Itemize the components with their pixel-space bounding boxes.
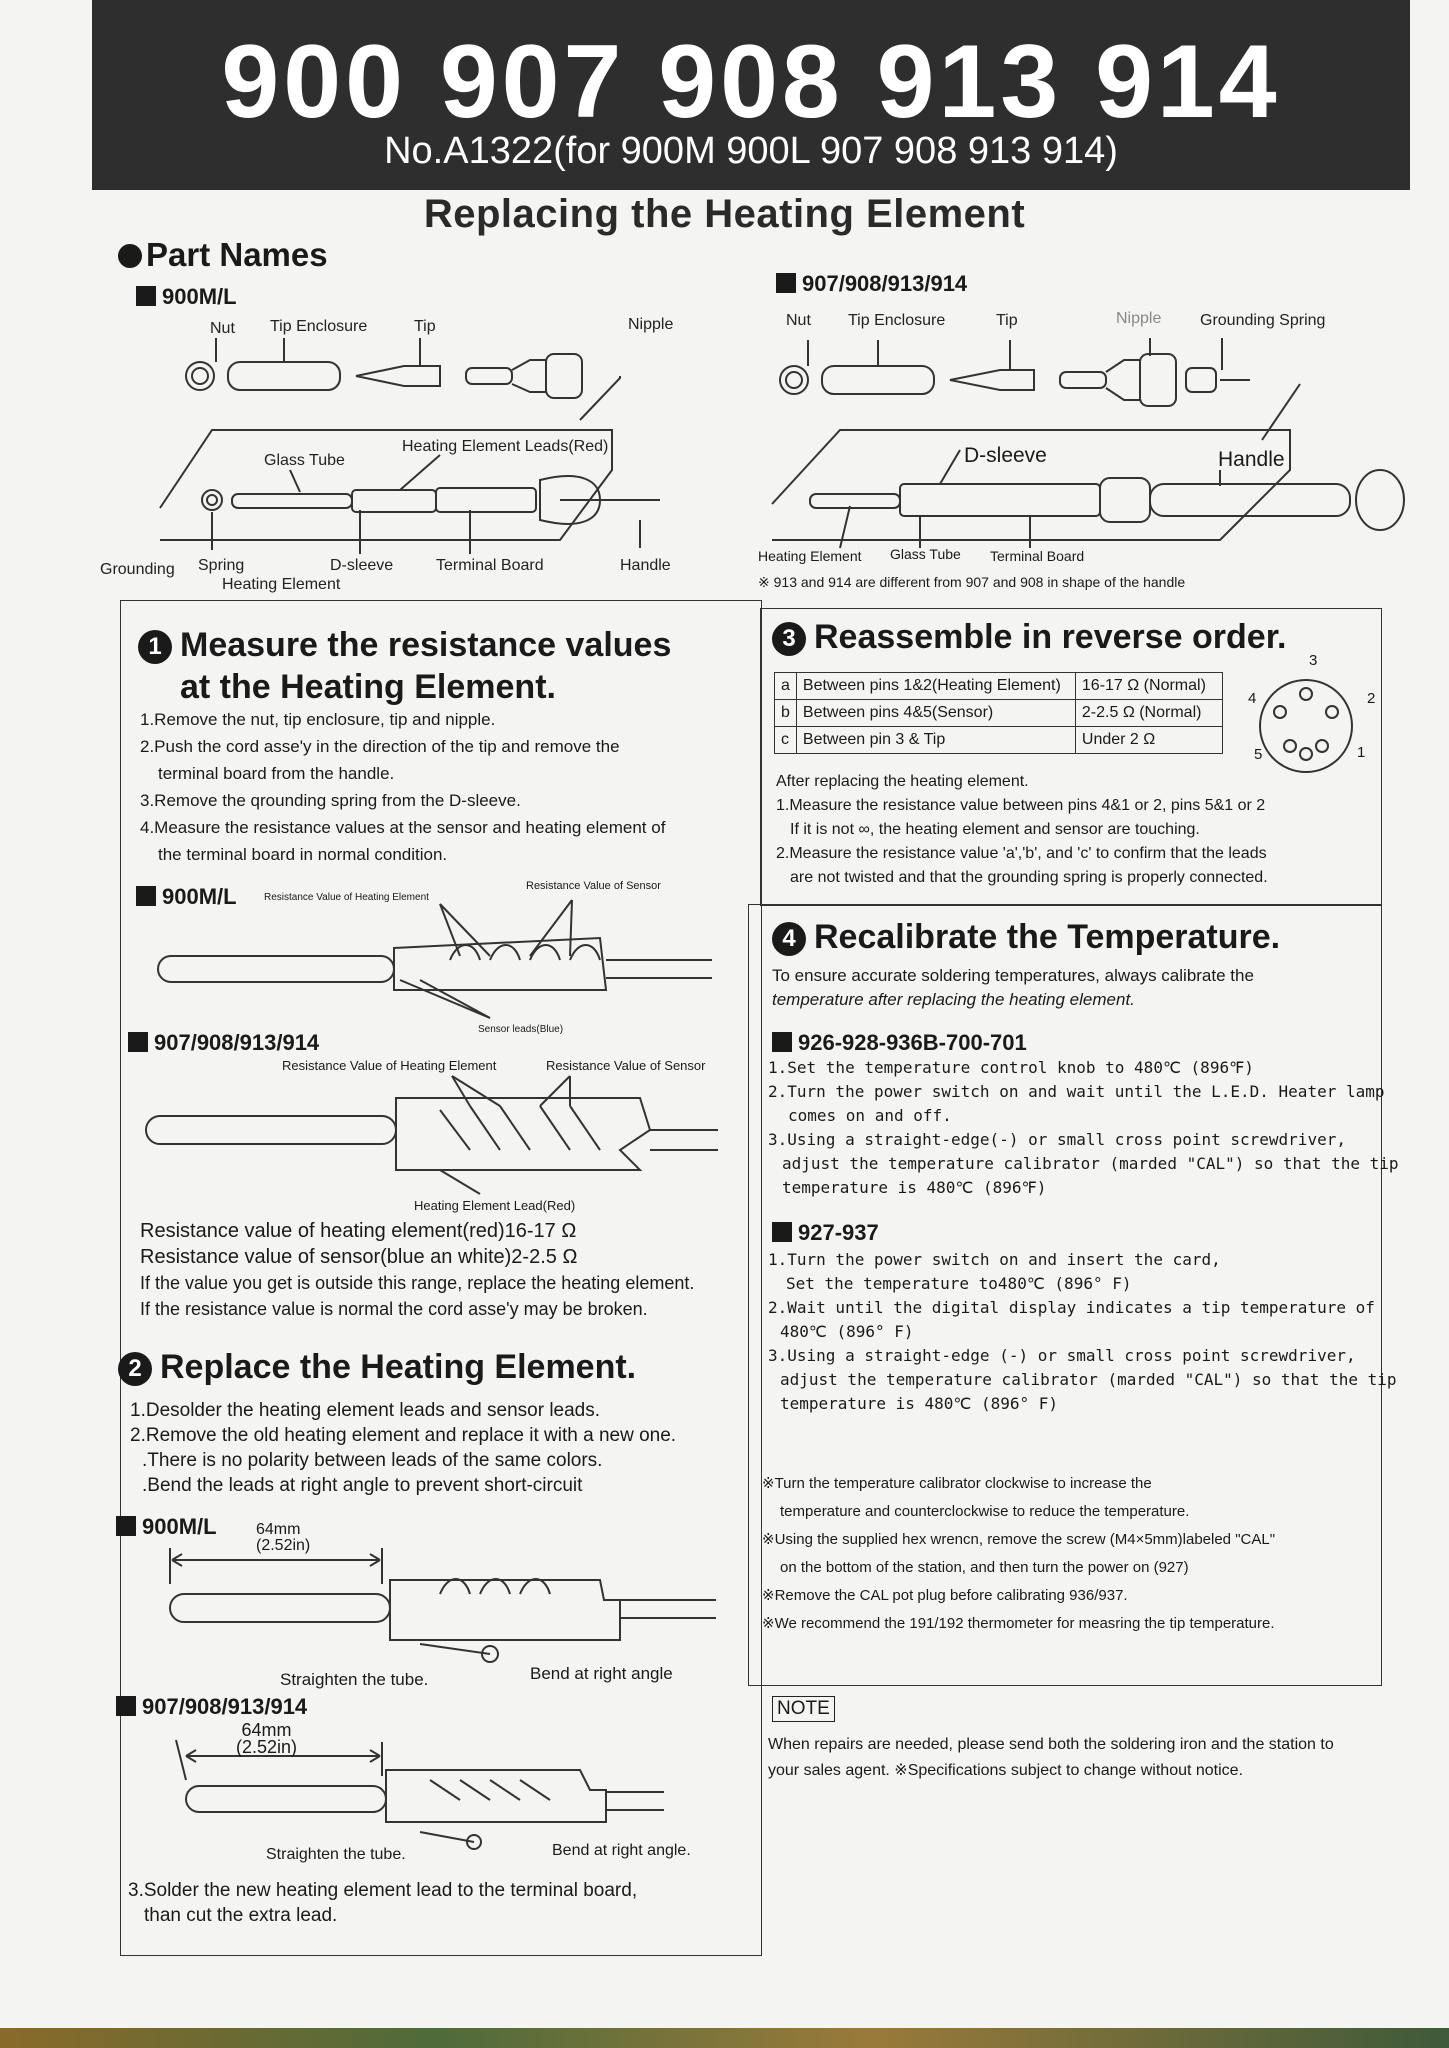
step2-instructions: [130, 1398, 676, 1498]
group-a-label: 926-928-936B-700-701: [772, 1030, 1027, 1056]
calibration-notes: ※Turn the temperature calibrator clockwise to increase the temperature and counterclockwise to reduce the temperature. ※Using the supplied hex wrencn, remove the screw (M4×5mm)labeled "CAL" on the bottom of the station, and then turn the power on (927) ※Remove the CAL pot plug before calibrating 936/937. ※We recommend the 191/192 thermometer for measring the tip temperature.: [762, 1475, 1276, 1632]
label-heating-element: Heating Element: [222, 576, 341, 593]
pin-label: 4: [1248, 690, 1257, 707]
bend-label-900: Bend at right angle: [530, 1664, 673, 1683]
square-bullet-icon: [772, 1222, 792, 1242]
step3-heading: 3 Reassemble in reverse order.: [772, 618, 1287, 657]
note-label: NOTE: [772, 1696, 835, 1722]
pin-label: 1: [1357, 744, 1366, 761]
dimension-907: 64mm (2.52in): [236, 1720, 298, 1757]
value-line: If the resistance value is normal the cord asse'y may be broken.: [140, 1299, 648, 1319]
instruction-line: 1.Remove the nut, tip enclosure, tip and nipple.: [140, 710, 496, 729]
instruction-line: the terminal board in normal condition.: [158, 845, 448, 864]
square-bullet-icon: [772, 1032, 792, 1052]
step1-907-label: 907/908/913/914: [128, 1030, 319, 1056]
group-a-steps: 1.Set the temperature control knob to 480℃ (896℉) 2.Turn the power switch on and wait until the L.E.D. Heater lamp comes on and off. 3.Using a straight-edge(-) or small cross point screwdriver, adjust the temperature calibrator (marded "CAL") so that the tip temperature is 480℃ (896℉): [768, 1058, 1399, 1197]
model-subtitle: No.A1322(for 900M 900L 907 908 913 914): [384, 130, 1118, 172]
value-line: If the value you get is outside this range, replace the heating element.: [140, 1273, 695, 1293]
step4-intro: To ensure accurate soldering temperatures, always calibrate the temperature after replacing the heating element.: [772, 966, 1254, 1009]
straighten-label-900: Straighten the tube.: [280, 1670, 429, 1689]
table-row: a Between pins 1&2(Heating Element) 16-17 Ω (Normal): [775, 673, 1223, 700]
group-b-steps: 1.Turn the power switch on and insert the card, Set the temperature to480℃ (896° F) 2.Wait until the digital display indicates a tip temperature of 480℃ (896° F) 3.Using a straight-edge (-) or small cross point screwdriver, adjust the temperature calibrator (marded "CAL") so that the tip temperature is 480℃ (896° F): [768, 1250, 1397, 1413]
label-handle-907: Handle: [1218, 448, 1285, 471]
label-leads-red: Heating Element Leads(Red): [402, 438, 609, 455]
instruction-line: 1.Desolder the heating element leads and sensor leads.: [130, 1400, 601, 1421]
label-tip-enclosure-907: Tip Enclosure: [848, 312, 946, 329]
instruction-line: 4.Measure the resistance values at the sensor and heating element of: [140, 818, 666, 837]
step3-instructions: After replacing the heating element. 1.Measure the resistance value between pins 4&1 or 2, pins 5&1 or 2 If it is not ∞, the heating element and sensor are touching. 2.Measure the resistance value 'a','b', and 'c' to confirm that the leads are not twisted and that the grounding spring is properly connected.: [776, 773, 1268, 886]
straighten-label-907: Straighten the tube.: [266, 1846, 406, 1863]
label-tip-907: Tip: [996, 312, 1018, 329]
part-900ml-label: 900M/L: [136, 284, 237, 310]
label-res-sensor-907: Resistance Value of Sensor: [546, 1058, 706, 1073]
label-glass-tube: Glass Tube: [264, 452, 345, 469]
label-glass-tube-907: Glass Tube: [890, 546, 961, 562]
label-nipple-907: Nipple: [1116, 310, 1162, 327]
instruction-line: 3.Remove the qrounding spring from the D-sleeve.: [140, 791, 521, 810]
label-res-sensor-900: Resistance Value of Sensor: [526, 880, 661, 892]
instruction-line: 2.Remove the old heating element and replace it with a new one.: [130, 1425, 677, 1446]
step-number-badge: 4: [772, 922, 806, 956]
pin-label: 2: [1367, 690, 1376, 707]
step1-heading: 1 Measure the resistance values: [138, 626, 671, 665]
label-tip: Tip: [414, 318, 436, 335]
label-nipple: Nipple: [628, 316, 674, 333]
label-handle: Handle: [620, 557, 671, 574]
step1-resistance-values: [140, 1218, 694, 1322]
label-terminal-board-907: Terminal Board: [990, 548, 1085, 564]
label-sensor-leads: Sensor leads(Blue): [478, 1024, 564, 1035]
label-grounding-spring-907: Grounding Spring: [1200, 312, 1326, 329]
group-b-label: 927-937: [772, 1220, 879, 1246]
square-bullet-icon: [116, 1516, 136, 1536]
table-row: c Between pin 3 & Tip Under 2 Ω: [775, 727, 1223, 754]
bend-label-907: Bend at right angle.: [552, 1842, 691, 1859]
label-nut: Nut: [210, 320, 235, 337]
note-text: When repairs are needed, please send both the soldering iron and the station to your sales agent. ※Specifications subject to change without notice.: [768, 1736, 1334, 1779]
label-tip-enclosure: Tip Enclosure: [270, 318, 368, 335]
pin-resistance-table: [774, 672, 1223, 754]
instruction-line: .Bend the leads at right angle to prevent short-circuit: [142, 1475, 583, 1496]
instruction-line: terminal board from the handle.: [158, 764, 395, 783]
part-names-heading: Part Names: [118, 236, 328, 274]
step1-heading-line2: at the Heating Element.: [180, 668, 556, 706]
model-numbers-title: 900 907 908 913 914: [221, 24, 1281, 140]
dimension-900: 64mm (2.52in): [256, 1521, 311, 1554]
label-res-heating-900: Resistance Value of Heating Element: [264, 892, 429, 903]
handle-shape-note: ※ 913 and 914 are different from 907 and 908 in shape of the handle: [758, 574, 1186, 590]
label-nut-907: Nut: [786, 312, 811, 329]
step2-900ml-label: 900M/L: [116, 1514, 217, 1540]
value-line: Resistance value of sensor(blue an white)2-2.5 Ω: [140, 1246, 578, 1268]
label-terminal-board: Terminal Board: [436, 557, 544, 574]
label-res-heating-907: Resistance Value of Heating Element: [282, 1058, 497, 1073]
step2-final-instruction: 3.Solder the new heating element lead to the terminal board, than cut the extra lead.: [128, 1880, 638, 1926]
label-d-sleeve-907: D-sleeve: [964, 444, 1047, 467]
instruction-line: .There is no polarity between leads of the same colors.: [142, 1450, 603, 1471]
instruction-line: 2.Push the cord asse'y in the direction of the tip and remove the: [140, 737, 620, 756]
step-number-badge: 2: [118, 1352, 152, 1386]
value-line: Resistance value of heating element(red)16-17 Ω: [140, 1220, 577, 1242]
label-grounding: Grounding: [100, 561, 175, 578]
label-spring: Spring: [198, 557, 245, 574]
pin-label: 3: [1309, 652, 1318, 669]
square-bullet-icon: [116, 1696, 136, 1716]
label-lead-red-907: Heating Element Lead(Red): [414, 1198, 576, 1213]
step1-900ml-label: 900M/L: [136, 884, 237, 910]
table-row: b Between pins 4&5(Sensor) 2-2.5 Ω (Normal): [775, 700, 1223, 727]
pin-label: 5: [1254, 746, 1263, 763]
step-number-badge: 3: [772, 622, 806, 656]
step4-heading: 4 Recalibrate the Temperature.: [772, 918, 1280, 957]
label-d-sleeve: D-sleeve: [330, 557, 394, 574]
step2-907-label: 907/908/913/914: [116, 1694, 307, 1720]
step-number-badge: 1: [138, 630, 172, 664]
page-title: Replacing the Heating Element: [423, 192, 1026, 236]
part-907-label: 907/908/913/914: [776, 271, 967, 297]
step2-heading: 2 Replace the Heating Element.: [118, 1348, 636, 1387]
label-heating-element-907: Heating Element: [758, 548, 862, 564]
